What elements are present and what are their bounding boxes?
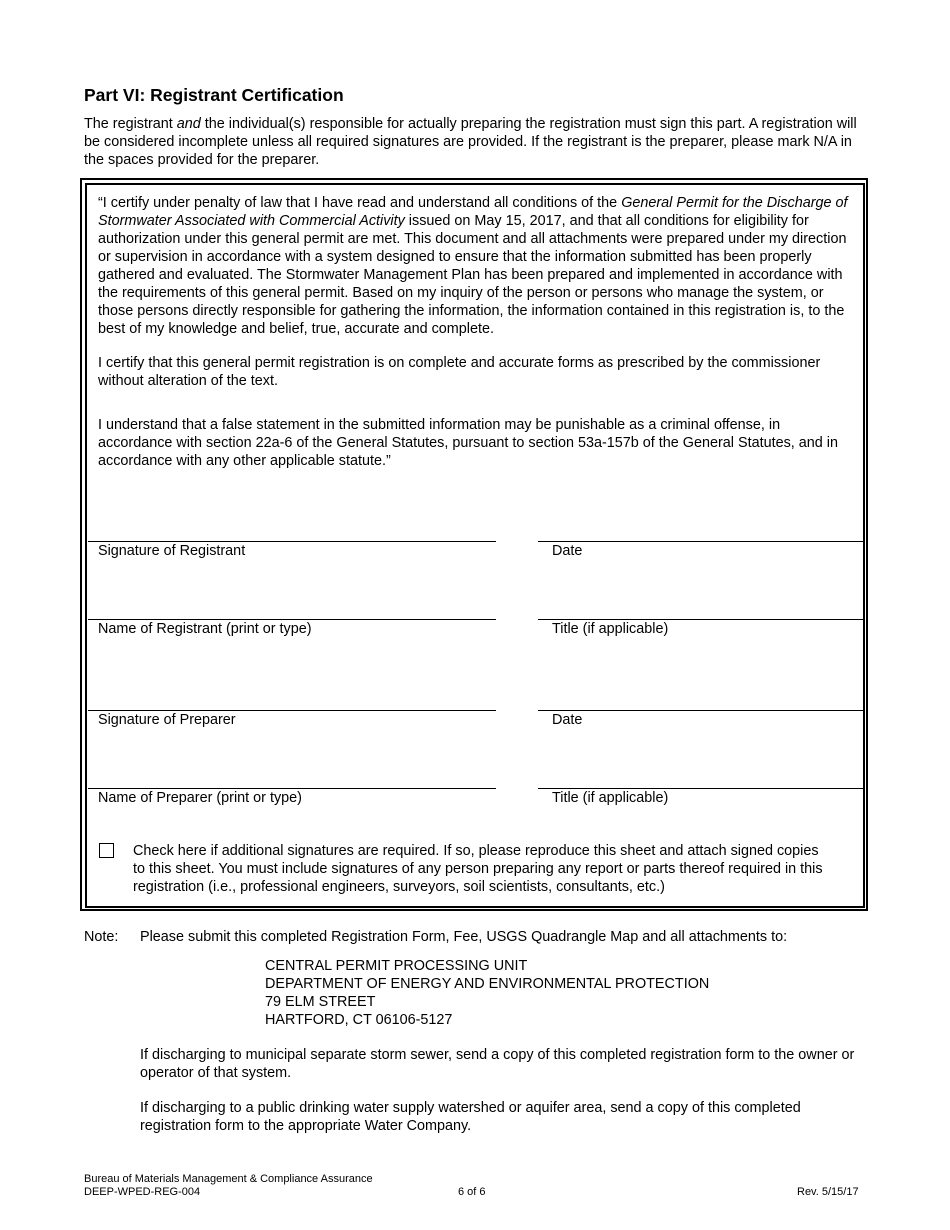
date-registrant-label: Date [552,543,583,559]
signature-preparer-label: Signature of Preparer [98,712,236,728]
cert-p1-start: “I certify under penalty of law that I have read and understand all conditions of the [98,195,622,211]
name-preparer-label: Name of Preparer (print or type) [98,790,302,806]
additional-signatures-text: Check here if additional signatures are required. If so, please reproduce this sheet and attach signed copies to this sheet. You must include signatures of any person preparing any report or parts thereof required in this registration (i.e., professional engineers, surveyors, soil scientists, consultants, etc.) [133,843,823,895]
footer-page-number: 6 of 6 [458,1186,486,1198]
name-preparer-line[interactable] [88,788,496,789]
address-line-2: DEPARTMENT OF ENERGY AND ENVIRONMENTAL PROTECTION [265,976,710,992]
date-registrant-line[interactable] [538,541,863,542]
address-line-4: HARTFORD, CT 06106-5127 [265,1012,453,1028]
name-registrant-line[interactable] [88,619,496,620]
signature-preparer-line[interactable] [88,710,496,711]
page-title: Part VI: Registrant Certification [84,85,344,105]
mailing-address [265,957,709,1029]
permit-name: General Permit for the Discharge of Stormwater Associated with Commercial Activity [98,195,848,229]
signature-registrant-line[interactable] [88,541,496,542]
address-line-3: 79 ELM STREET [265,994,376,1010]
footer-bureau: Bureau of Materials Management & Compliance Assurance [84,1173,373,1185]
footer-revision: Rev. 5/15/17 [797,1186,859,1198]
footer-form-id: DEEP-WPED-REG-004 [84,1186,201,1198]
title-preparer-line[interactable] [538,788,863,789]
intro-text-end: the individual(s) responsible for actually preparing the registration must sign this part. A registration will be considered incomplete unless all required signatures are provided. If the registrant is the preparer, please mark N/A in the spaces provided for the preparer. [84,116,857,168]
date-preparer-label: Date [552,712,583,728]
note-text: Please submit this completed Registration Form, Fee, USGS Quadrangle Map and all attachments to: [140,929,788,945]
title-registrant-line[interactable] [538,619,863,620]
certification-paragraph-3: I understand that a false statement in the submitted information may be punishable as a criminal offense, in accordance with section 22a-6 of the General Statutes, pursuant to section 53a-157b of the General Statutes, and in accordance with any other applicable statute.” [98,417,838,469]
cert-p1-rest: issued on May 15, 2017, and that all conditions for eligibility for authorization under this general permit are met. This document and all attachments were prepared under my direction or supervision in accordance with a system designed to ensure that the information submitted has been properly gathered and evaluated. The Stormwater Management Plan has been prepared and implemented in accordance with the requirements of this general permit. Based on my inquiry of the person or persons who manage the system, or those persons directly responsible for gathering the information, the information contained in this registration is, to the best of my knowledge and belief, true, accurate and complete. [98,213,847,337]
signature-registrant-label: Signature of Registrant [98,543,246,559]
intro-emphasis: and [176,116,201,132]
certification-paragraph-2: I certify that this general permit registration is on complete and accurate forms as prescribed by the commissioner without alteration of the text. [98,355,821,389]
intro-paragraph [84,115,864,169]
title-registrant-label: Title (if applicable) [552,621,669,637]
certification-paragraph-1 [98,194,850,338]
address-line-1: CENTRAL PERMIT PROCESSING UNIT [265,958,528,974]
additional-signatures-checkbox[interactable] [99,843,114,858]
footer-left [84,1173,373,1199]
watershed-note: If discharging to a public drinking water supply watershed or aquifer area, send a copy of this completed registration form to the appropriate Water Company. [140,1100,801,1134]
municipal-storm-sewer-note: If discharging to municipal separate storm sewer, send a copy of this completed registration form to the owner or operator of that system. [140,1047,855,1081]
name-registrant-label: Name of Registrant (print or type) [98,621,312,637]
title-preparer-label: Title (if applicable) [552,790,669,806]
note-label: Note: [84,929,119,945]
intro-text-start: The registrant [84,116,177,132]
date-preparer-line[interactable] [538,710,863,711]
